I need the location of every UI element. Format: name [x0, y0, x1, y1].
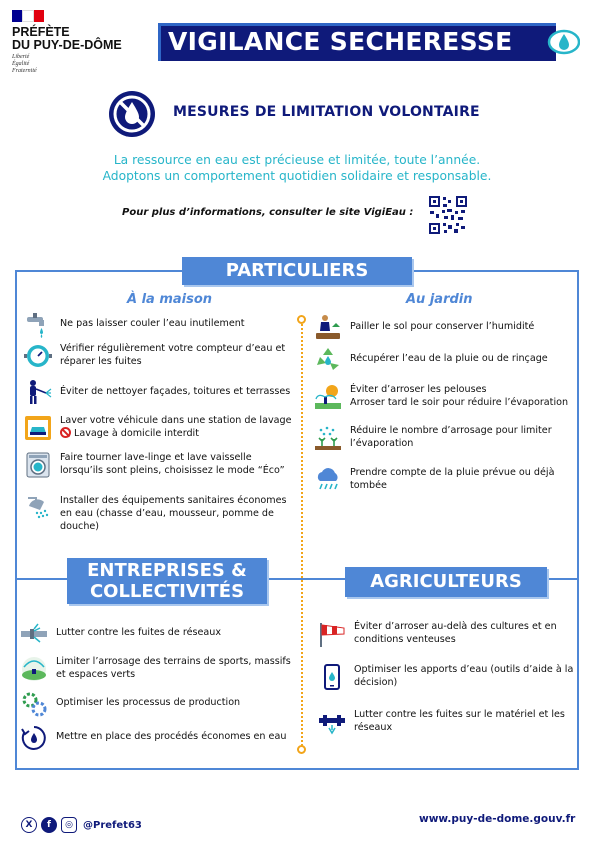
windsock-icon — [318, 620, 346, 648]
agriculteurs-title: AGRICULTEURS — [345, 567, 547, 597]
jardin-title: Au jardin — [406, 292, 473, 307]
entreprises-title: ENTREPRISES & COLLECTIVITÉS — [67, 558, 267, 604]
sports-field-icon — [20, 655, 48, 683]
list-item: Limiter l’arrosage des terrains de sports, massifs et espaces verts — [20, 655, 295, 683]
rain-cloud-icon — [314, 466, 342, 494]
social-handle[interactable]: @Prefet63 — [83, 819, 142, 831]
smartphone-icon — [318, 663, 346, 691]
maison-title: À la maison — [127, 292, 213, 307]
sprinkler-icon — [314, 383, 342, 411]
list-item: Mettre en place des procédés économes en eau — [20, 724, 298, 752]
list-item: Prendre compte de la pluie prévue ou déjà tombée — [314, 466, 576, 494]
shower-icon — [24, 494, 52, 522]
list-item: Réduire le nombre d’arrosage pour limiter l’évaporation — [314, 424, 576, 452]
x-icon[interactable]: X — [21, 817, 37, 833]
recycle-drop-icon — [314, 345, 342, 373]
website-link[interactable]: www.puy-de-dome.gouv.fr — [419, 813, 576, 825]
list-item: Éviter d’arroser les pelouses Arroser tard le soir pour réduire l’évaporation — [314, 383, 580, 411]
prefecture-logo — [12, 10, 132, 75]
list-item: Éviter de nettoyer façades, toitures et terrasses — [24, 378, 294, 406]
pressure-washer-icon — [24, 378, 52, 406]
list-item: Installer des équipements sanitaires économes en eau (chasse d’eau, mousseur, pomme de douche) — [24, 494, 296, 533]
car-wash-icon — [24, 414, 52, 442]
qr-code-icon[interactable] — [428, 195, 468, 235]
page-title: VIGILANCE SECHERESSE — [158, 23, 556, 61]
water-meter-icon — [24, 342, 52, 370]
irrigation-pipe-icon — [318, 708, 346, 736]
prefecture-name: PRÉFÈTE DU PUY-DE-DÔME — [12, 25, 122, 52]
list-item: Vérifier régulièrement votre compteur d’eau et réparer les fuites — [24, 342, 294, 370]
particuliers-title: PARTICULIERS — [182, 257, 412, 285]
list-item: Laver votre véhicule dans une station de lavage Lavage à domicile interdit — [24, 414, 296, 442]
washing-machine-icon — [24, 451, 52, 479]
divider-dot — [297, 745, 306, 754]
list-item: Ne pas laisser couler l’eau inutilement — [24, 311, 294, 339]
instagram-icon[interactable]: ◎ — [61, 817, 77, 833]
social-links — [21, 817, 142, 833]
prohibited-icon — [60, 427, 71, 438]
eco-cycle-icon — [20, 724, 48, 752]
list-item: Optimiser les processus de production — [20, 690, 295, 718]
list-item: Pailler le sol pour conserver l’humidité — [314, 313, 576, 341]
measures-title: MESURES DE LIMITATION VOLONTAIRE — [173, 104, 480, 120]
gardener-icon — [314, 313, 342, 341]
intro-line-1: La ressource en eau est précieuse et limitée, toute l’année. — [113, 153, 481, 167]
french-flag-icon — [12, 10, 44, 22]
watering-plants-icon — [314, 424, 342, 452]
intro-line-2: Adoptons un comportement quotidien solidaire et responsable. — [102, 169, 492, 183]
water-drop-badge-icon — [540, 27, 580, 57]
pipe-leak-icon — [20, 620, 48, 648]
faucet-icon — [24, 311, 52, 339]
column-divider — [301, 320, 303, 750]
list-item: Optimiser les apports d’eau (outils d’aide à la décision) — [318, 663, 576, 691]
divider-dot — [297, 315, 306, 324]
facebook-icon[interactable]: f — [41, 817, 57, 833]
republic-motto: Liberté Égalité Fraternité — [12, 54, 37, 74]
list-item: Récupérer l’eau de la pluie ou de rinçage — [314, 345, 576, 373]
list-item: Éviter d’arroser au-delà des cultures et en conditions venteuses — [318, 620, 576, 648]
gears-icon — [20, 690, 48, 718]
list-item: Lutter contre les fuites sur le matériel et les réseaux — [318, 708, 576, 736]
list-item: Lutter contre les fuites de réseaux — [20, 620, 295, 648]
no-water-icon — [108, 90, 156, 138]
list-item: Faire tourner lave-linge et lave vaisselle lorsqu’ils sont pleins, choisissez le mode “Éco” — [24, 451, 296, 479]
vigieau-info: Pour plus d’informations, consulter le site VigiEau : — [122, 207, 414, 218]
